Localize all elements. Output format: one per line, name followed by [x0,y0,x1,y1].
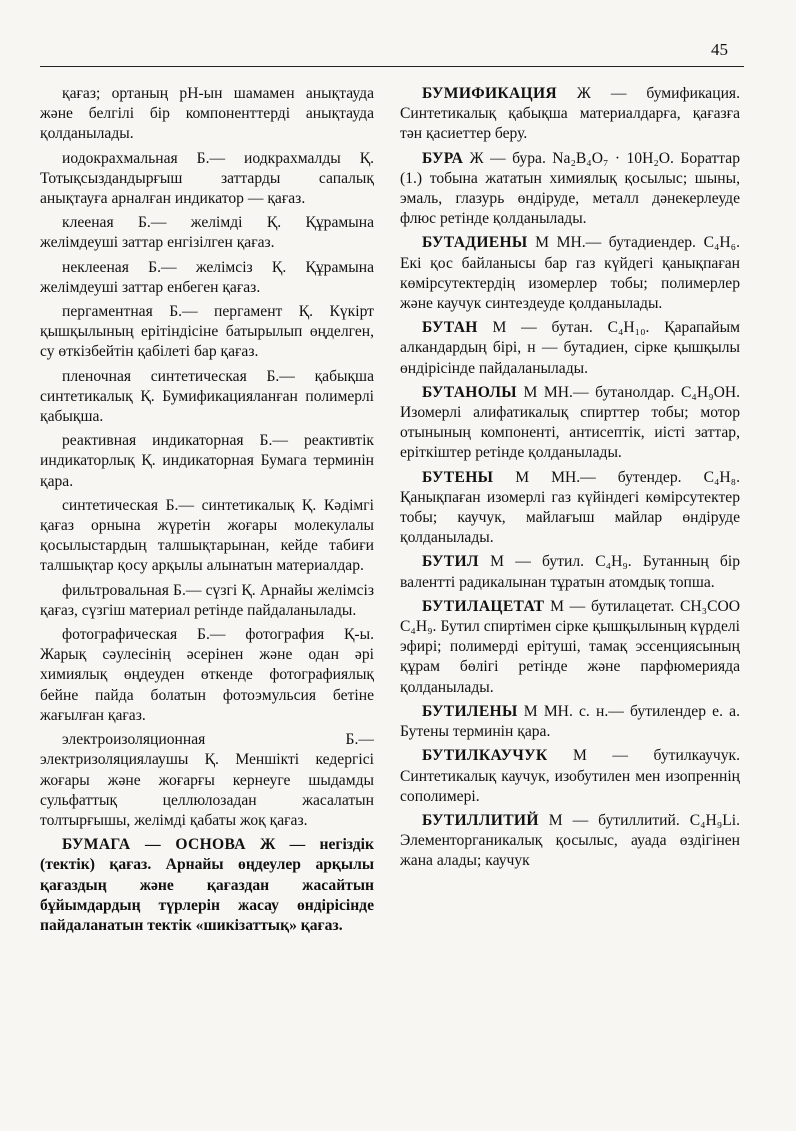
entry-headword: БУРА [422,149,464,167]
dictionary-entry: БУРА Ж — бура. Na₂B₄O₇ · 10H₂O. Бораттар (1.) тобына жататын химиялық қосылыс; шыны, эмаль, глазурь өндіруде, металл дәнекерлеуде флюс ретінде қолданылады. [400,149,740,228]
right-column [400,84,740,876]
header-rule [40,66,744,67]
page-number: 45 [711,40,728,59]
entry-headword: БУТАН [422,319,478,337]
dictionary-entry: фотографическая Б.— фотография Қ-ы. Жарық сәулесінің әсерінен және одан әрі химиялық өңдеуден өткенде фотографиялық бейне пайда болатын фотоэмульсия бетіне жағылған қағаз. [40,626,374,724]
dictionary-entry: БУТАН М — бутан. C₄H₁₀. Қарапайым алкандардың бірі, н — бутадиен, сірке қышқылы өндірісінде пайдаланылады. [400,319,740,377]
dictionary-entry: БУМАГА — ОСНОВА Ж — негіздік (тектік) қағаз. Арнайы өңдеулер арқылы қағаздың және қағаздан жасайтын бұйымдардың түрлерін жасау өндірісінде пайдаланатын тектік «шикізаттық» қағаз. [40,836,374,934]
dictionary-entry: БУТАНОЛЫ М МН.— бутанолдар. C₄H₉OH. Изомерлі алифатикалық спирттер тобы; мотор отынының компоненті, антисептік, иісті заттар, еріткіштер ретінде қолданылады. [400,383,740,462]
entry-headword: БУТИЛАЦЕТАТ [422,597,545,615]
dictionary-entry: БУТИЛАЦЕТАТ М — бутилацетат. CH₃COO C₄H₉. Бутил спиртімен сірке қышқылының күрделі эфирі; полимерді ерітуші, тамақ эссенциясының құрам бөлігі ретінде және парфюмерияда қолданылады. [400,597,740,696]
dictionary-entry: БУТИЛЕНЫ М МН. с. н.— бутилендер е. а. Бутены терминін қара. [400,702,740,741]
entry-headword: БУМИФИКАЦИЯ [422,85,557,102]
entry-headword: БУМАГА — ОСНОВА [62,836,246,854]
dictionary-entry: электроизоляционная Б.— электризоляциялаушы Қ. Меншікті кедергісі жоғары және жоғарғы кернеуге шыдамды сульфаттық целлюлозадан жасалатын толтырғышы, желімді қабаты жоқ қағаз. [40,731,374,829]
dictionary-entry: синтетическая Б.— синтетикалық Қ. Кәдімгі қағаз орнына жүретін жоғары молекулалы қосылыстардың талшықтарынан, кейде табиғи талшықтар қосу арқылы алынатын материалдар. [40,496,374,575]
entry-headword: БУТИЛЛИТИЙ [422,811,539,829]
dictionary-entry: БУТЕНЫ М МН.— бутендер. C₄H₈. Қанықпаған изомерлі газ күйіндегі көмірсутектер тобы; каучук, майлағыш майлар өндіруде қолданылады. [400,468,740,547]
dictionary-entry: клееная Б.— желімді Қ. Құрамына желімдеуші заттар енгізілген қағаз. [40,214,374,252]
dictionary-entry: БУТИЛКАУЧУК М — бутилкаучук. Синтетикалық каучук, изобутилен мен изопреннің сополимері. [400,747,740,805]
dictionary-entry: пергаментная Б.— пергамент Қ. Күкірт қышқылының ерітіндісіне батырылып өңделген, су өткізбейтін қабілеті бар қағаз. [40,303,374,361]
dictionary-entry: БУТИЛЛИТИЙ М — бутиллитий. C₄H₉Li. Элементорганикалық қосылыс, ауада өздігінен жана алады; каучук [400,811,740,870]
dictionary-entry: қағаз; ортаның pH-ын шамамен анықтауда және белгілі бір компоненттерді анықтауда қолданылады. [40,85,374,143]
dictionary-entry: БУМИФИКАЦИЯ Ж — бумификация. Синтетикалық қабықша материалдарға, қағазға тән қасиеттер беру. [400,85,740,143]
dictionary-entry: реактивная индикаторная Б.— реактивтік индикаторлық Қ. индикаторная Бумага терминін қара. [40,432,374,490]
dictionary-entry: неклееная Б.— желімсіз Қ. Құрамына желімдеуші заттар енбеген қағаз. [40,258,374,296]
dictionary-entry: иодокрахмальная Б.— иодкрахмалды Қ. Тотықсыздандырғыш заттарды сапалық анықтауға арналған индикатор — қағаз. [40,149,374,208]
dictionary-entry: БУТАДИЕНЫ М МН.— бутадиендер. C₄H₆. Екі қос байланысы бар газ күйдегі қанықпаған көмірсутектердің изомерлер тобы; полимерлер және каучук синтездеуде қолданылады. [400,234,740,313]
dictionary-entry: фильтровальная Б.— сүзгі Қ. Арнайы желімсіз қағаз, сүзгіш материал ретінде пайдаланылады. [40,581,374,619]
entry-headword: БУТИЛ [422,553,479,571]
entry-headword: БУТАНОЛЫ [422,383,517,401]
entry-headword: БУТАДИЕНЫ [422,234,528,252]
entry-headword: БУТИЛКАУЧУК [422,747,548,765]
entry-headword: БУТИЛЕНЫ [422,702,518,720]
entry-headword: БУТЕНЫ [422,468,494,486]
dictionary-entry: БУТИЛ М — бутил. C₄H₉. Бутанның бір валентті радикалынан тұратын атомдық топша. [400,553,740,591]
left-column [40,84,374,940]
dictionary-entry: пленочная синтетическая Б.— қабықша синтетикалық Қ. Бумификацияланған полимерлі қабықша. [40,367,374,426]
